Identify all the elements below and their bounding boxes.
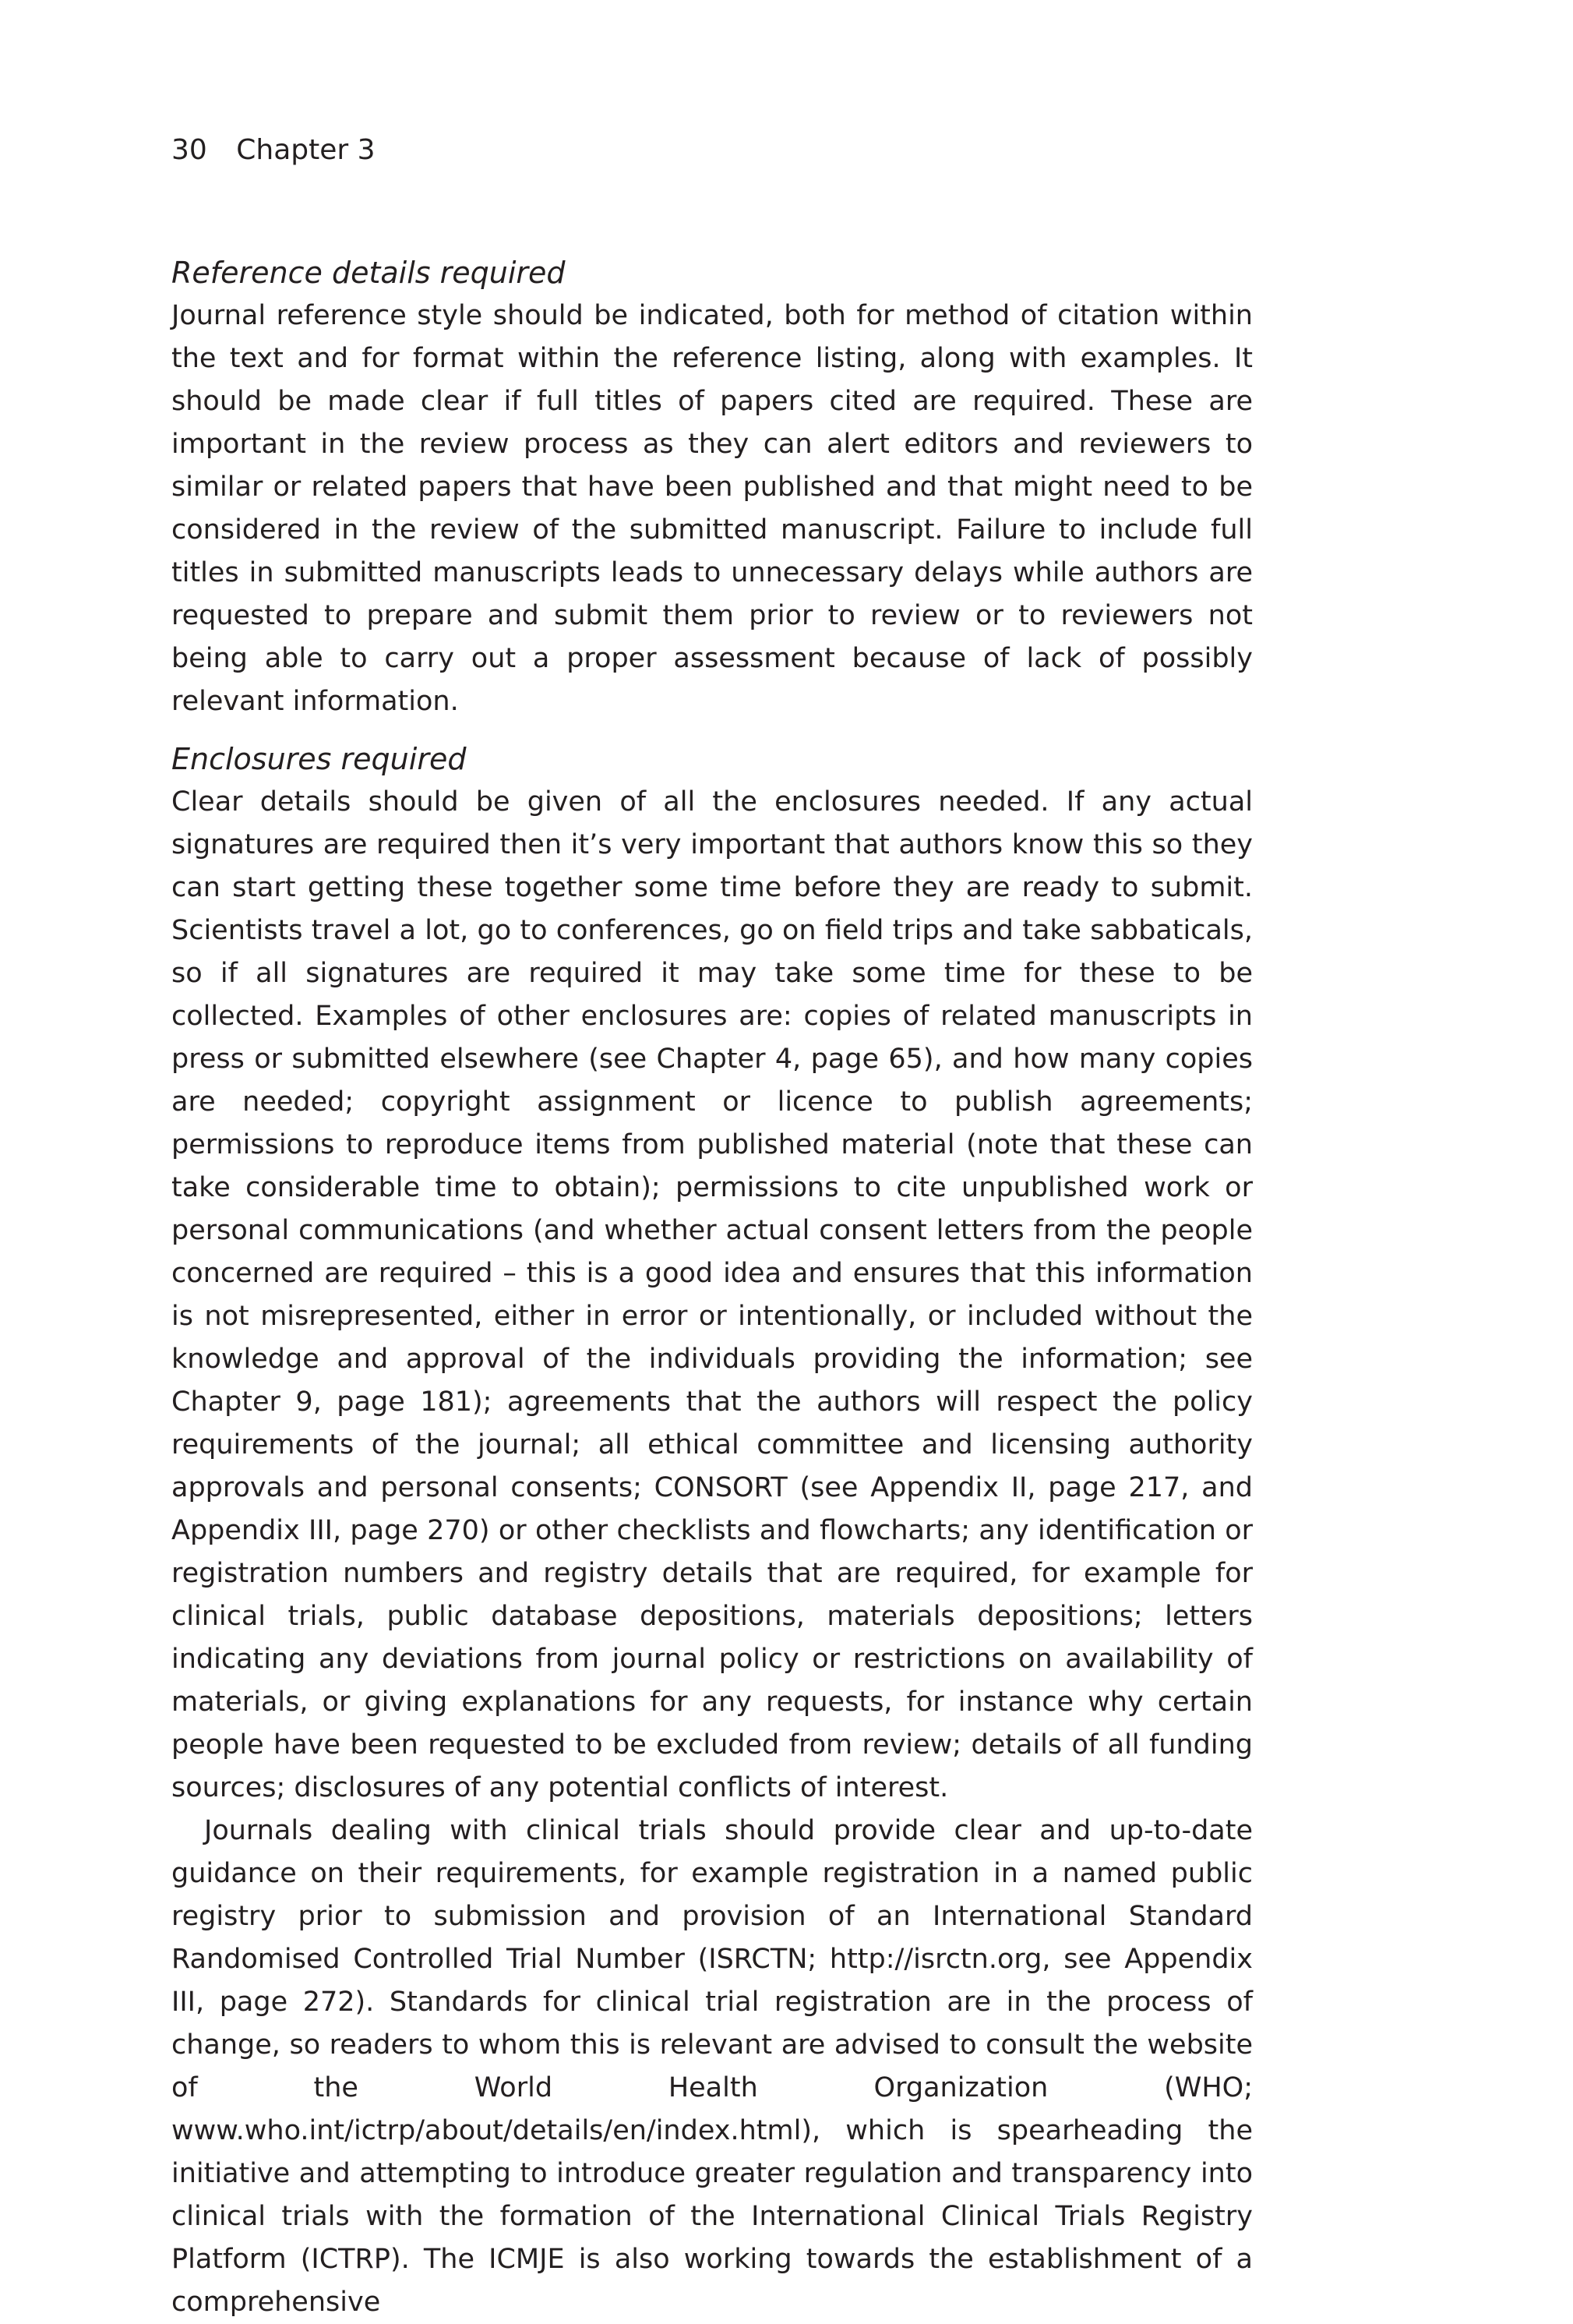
page-body (171, 251, 1253, 2324)
page-number: 30 (171, 134, 207, 166)
paragraph: Journal reference style should be indicated, both for method of citation within the text and for format within the reference listing, along with examples. It should be made clear if full titles of papers cited are required. These are important in the review process as they can alert editors and reviewers to similar or related papers that have been published and that might need to be considered in the review of the submitted manuscript. Failure to include full titles in submitted manuscripts leads to unnecessary delays while authors are requested to prepare and submit them prior to review or to reviewers not being able to carry out a proper assessment because of lack of possibly relevant information. (171, 300, 1253, 717)
section-reference-details (171, 251, 1253, 723)
section-heading: Enclosures required (171, 742, 467, 776)
chapter-label: Chapter 3 (236, 134, 376, 166)
paragraph: Journals dealing with clinical trials should provide clear and up-to-date guidance on their requirements, for example registration in a named public registry prior to submission and provision of an International Standard Randomised Controlled Trial Number (ISRCTN; http://isrctn.org, see Appendix III, page 272). Standards for clinical trial registration are in the process of change, so readers to whom this is relevant are advised to consult the website of the World Health Organization (WHO; www.who.int/ictrp/about/details/en/index.html), which is spearheading the initiative and attempting to introduce greater regulation and transparency into clinical trials with the formation of the International Clinical Trials Registry Platform (ICTRP). The ICMJE is also working towards the establishment of a comprehensive (171, 1815, 1253, 2318)
paragraph: Clear details should be given of all the enclosures needed. If any actual signatures are required then it’s very important that authors know this so they can start getting these together some time before they are ready to submit. Scientists travel a lot, go to conferences, go on field trips and take sabbaticals, so if all signatures are required it may take some time for these to be collected. Examples of other enclosures are: copies of related manuscripts in press or submitted elsewhere (see Chapter 4, page 65), and how many copies are needed; copyright assignment or licence to publish agreements; permissions to reproduce items from published material (note that these can take considerable time to obtain); permissions to cite unpublished work or personal communications (and whether actual consent letters from the people concerned are required – this is a good idea and ensures that this information is not misrepresented, either in error or intentionally, or included without the knowledge and approval of the individuals providing the information; see Chapter 9, page 181); agreements that the authors will respect the policy requirements of the journal; all ethical committee and licensing authority approvals and personal consents; CONSORT (see Appendix II, page 217, and Appendix III, page 270) or other checklists and flowcharts; any identification or registration numbers and registry details that are required, for example for clinical trials, public database depositions, materials depositions; letters indicating any deviations from journal policy or restrictions on availability of materials, or giving explanations for any requests, for instance why certain people have been requested to be excluded from review; details of all funding sources; disclosures of any potential conflicts of interest. (171, 786, 1253, 1803)
section-heading: Reference details required (171, 256, 566, 290)
section-enclosures (171, 737, 1253, 2324)
running-head (171, 131, 376, 170)
